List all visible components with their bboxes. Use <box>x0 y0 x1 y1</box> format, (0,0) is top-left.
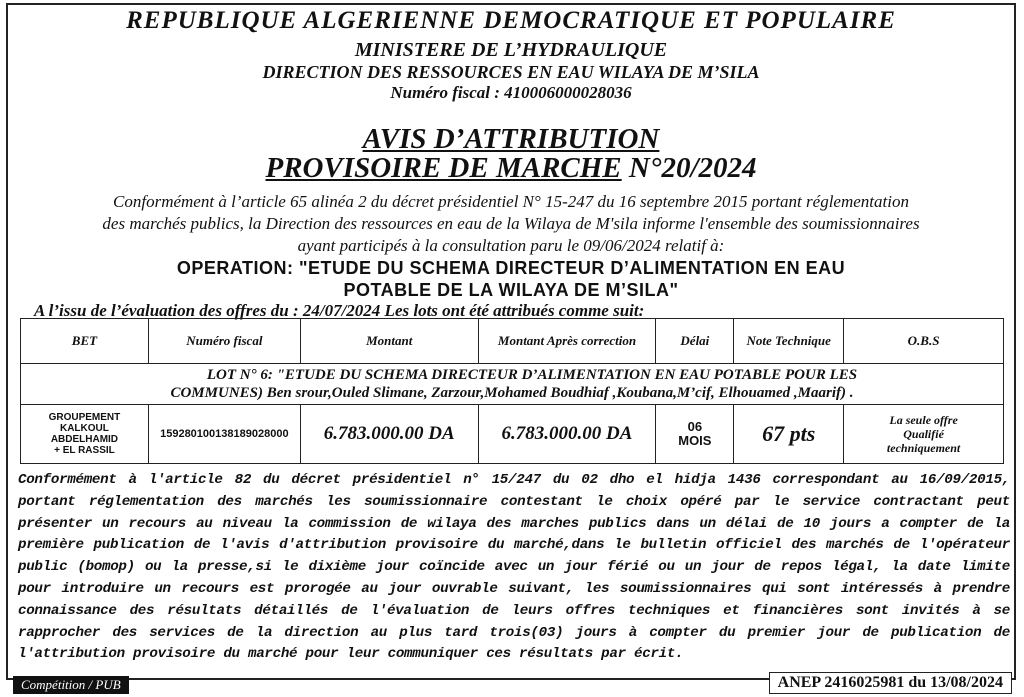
cell-note: 67 pts <box>734 405 844 464</box>
lot-line: COMMUNES) Ben srour,Ouled Slimane, Zarzour,Mohamed Boudhiaf ,Koubana,M’cif, Elhouamed ,Maarif) . <box>170 385 854 401</box>
lot-description <box>21 364 1004 405</box>
cell-obs <box>844 405 1004 464</box>
col-header-montant: Montant <box>300 319 478 364</box>
cell-montant-corrige: 6.783.000.00 DA <box>478 405 656 464</box>
table-row <box>21 405 1004 464</box>
cell-bet <box>21 405 149 464</box>
intro-line: Conformément à l’article 65 alinéa 2 du décret présidentiel N° 15-247 du 16 septembre 2015 portant réglementation <box>113 192 909 211</box>
operation-title <box>8 257 1014 301</box>
bet-line: + EL RASSIL <box>54 445 115 456</box>
notice-title: AVIS D’ATTRIBUTION <box>362 123 660 155</box>
operation-line: POTABLE DE LA WILAYA DE M’SILA" <box>343 280 679 300</box>
intro-paragraph <box>26 191 996 257</box>
cell-montant: 6.783.000.00 DA <box>300 405 478 464</box>
col-header-delai: Délai <box>656 319 734 364</box>
direction-header: DIRECTION DES RESSOURCES EN EAU WILAYA DE M’SILA <box>262 62 760 82</box>
col-header-note: Note Technique <box>734 319 844 364</box>
ministry-header: MINISTERE DE L’HYDRAULIQUE <box>354 39 668 61</box>
col-header-obs: O.B.S <box>844 319 1004 364</box>
col-header-bet: BET <box>21 319 149 364</box>
legal-paragraph: Conformément à l'article 82 du décret présidentiel n° 15/247 du 02 dho el hidja 1436 correspondant au 16/09/2015, portant réglementation des marchés les soumissionnaire contestant le choix opéré par le service contractant peut présenter un recours au niveau la commission de wilaya des marches publics dans un délai de 10 jours a compter de la première publication de l'avis d'attribution provisoire du marché,dans le bulletin officiel des marchés de l'opérateur public (bomop) ou la presse,si le dixième jour coïncide avec un jour férié ou un jour de repos légal, la date limite pour introduire un recours est prorogée au jour ouvrable suivant, les soumissionnaires qui sont intéressés à prendre connaissance des résultats détaillés de l'évaluation de leurs offres techniques et financières sont invités à se rapprocher des services de la direction au plus tard trois(03) jours à compter du premier jour de publication de l'attribution provisoire du marché pour leur communiquer ces résultats par écrit. <box>18 472 1010 663</box>
cell-nif: 159280100138189028000 <box>148 405 300 464</box>
notice-number: N°20/2024 <box>628 152 757 184</box>
intro-line: ayant participés à la consultation paru le 09/06/2024 relatif à: <box>297 236 725 255</box>
bet-line: ABDELHAMID <box>50 434 119 445</box>
obs-line: Qualifié <box>903 427 944 441</box>
fiscal-number: Numéro fiscal : 410006000028036 <box>390 83 632 102</box>
evaluation-line: A l’issu de l’évaluation des offres du : 24/07/2024 Les lots ont été attribués comme suit: <box>34 301 645 320</box>
obs-line: techniquement <box>886 441 961 455</box>
table-header-row <box>21 319 1004 364</box>
anep-reference: ANEP 2416025981 du 13/08/2024 <box>769 672 1012 694</box>
bet-line: KALKOUL <box>59 423 109 434</box>
obs-line: La seule offre <box>889 413 958 427</box>
operation-line: OPERATION: "ETUDE DU SCHEMA DIRECTEUR D’ALIMENTATION EN EAU <box>176 258 846 278</box>
publication-category: Compétition / PUB <box>13 676 129 694</box>
delai-unit: MOIS <box>678 433 712 448</box>
lot-row <box>21 364 1004 405</box>
delai-value: 06 <box>687 419 703 434</box>
col-header-nif: Numéro fiscal <box>148 319 300 364</box>
country-header: REPUBLIQUE ALGERIENNE DEMOCRATIQUE ET POPULAIRE <box>126 7 896 34</box>
intro-line: des marchés publics, la Direction des ressources en eau de la Wilaya de M'sila informe l'ensemble des soumissionnaires <box>102 214 920 233</box>
cell-delai <box>656 405 734 464</box>
bet-line: GROUPEMENT <box>48 412 121 423</box>
notice-subtitle-text: PROVISOIRE DE MARCHE <box>265 152 622 184</box>
lot-line: LOT N° 6: "ETUDE DU SCHEMA DIRECTEUR D’ALIMENTATION EN EAU POTABLE POUR LES <box>206 367 858 383</box>
col-header-montant-corrige: Montant Après correction <box>478 319 656 364</box>
notice-subtitle <box>8 152 1014 185</box>
award-table <box>20 318 1004 464</box>
